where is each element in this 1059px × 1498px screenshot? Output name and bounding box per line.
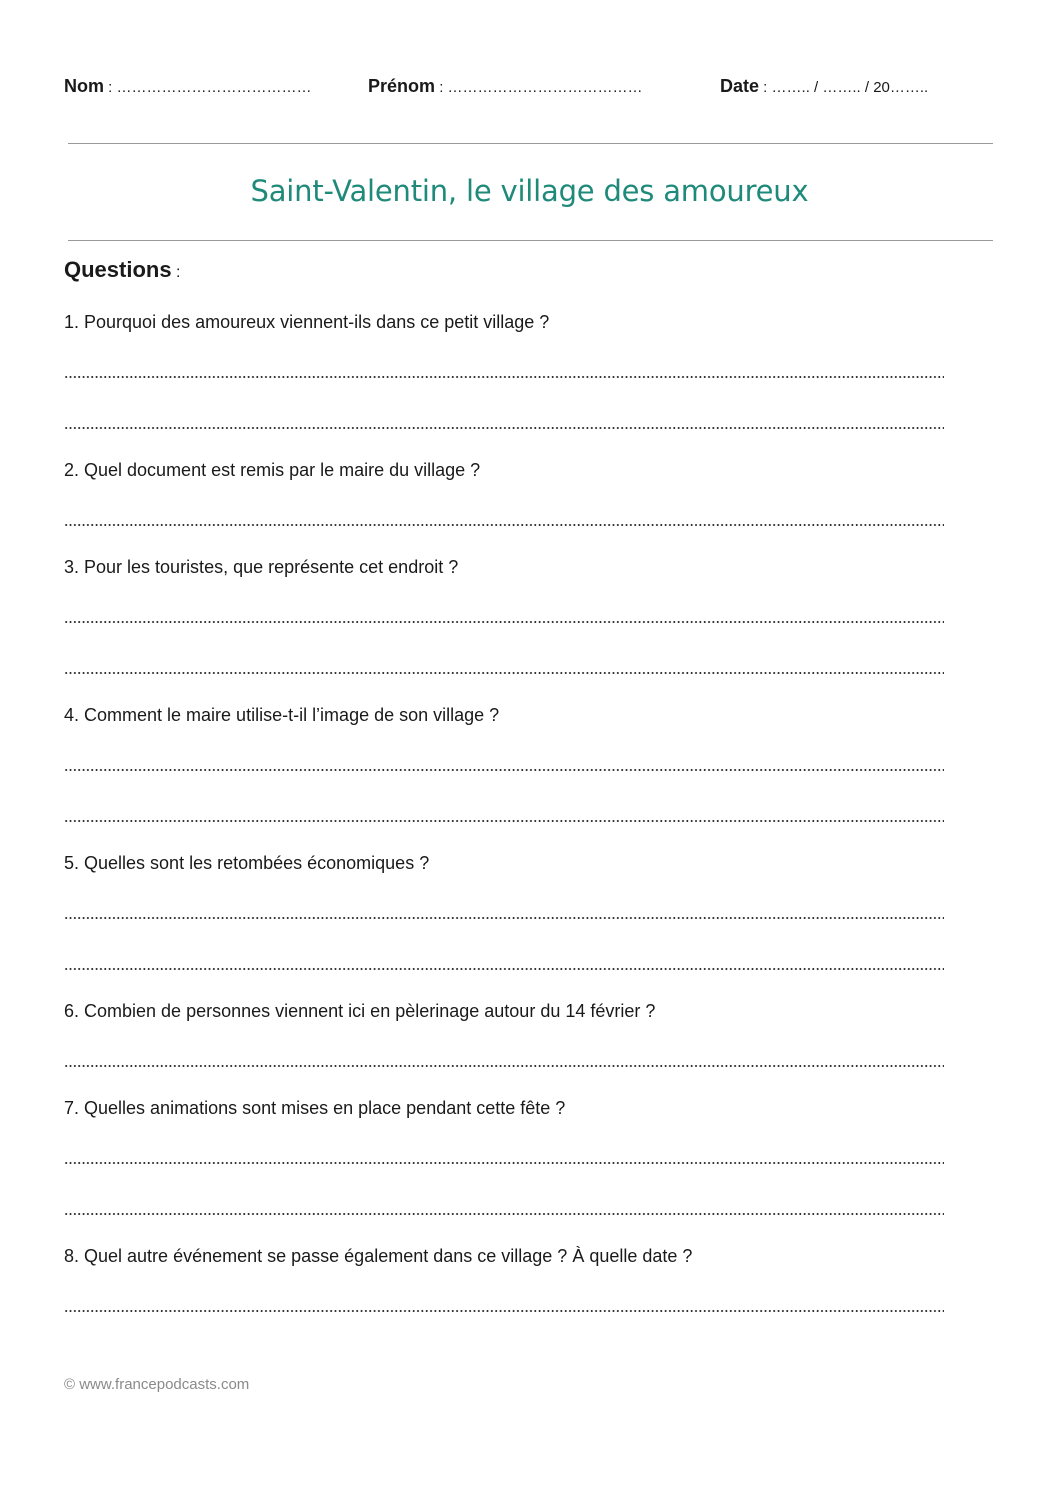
date-label: Date: [720, 76, 760, 96]
prenom-separator: :: [435, 79, 448, 96]
prenom-field: [368, 76, 643, 97]
date-separator: :: [759, 79, 772, 96]
answer-line-q6-1[interactable]: [64, 1065, 944, 1067]
answer-line-q1-2[interactable]: [64, 427, 944, 429]
question-4: 4. Comment le maire utilise-t-il l’image de son village ?: [64, 705, 500, 725]
question-5: 5. Quelles sont les retombées économiques ?: [64, 853, 430, 873]
nom-blank: …………………………………: [116, 79, 312, 96]
answer-line-q2-1[interactable]: [64, 524, 944, 526]
prenom-label: Prénom: [368, 76, 436, 96]
date-field: [720, 76, 928, 97]
answer-line-q7-1[interactable]: [64, 1162, 944, 1164]
answer-line-q4-2[interactable]: [64, 820, 944, 822]
question-1: 1. Pourquoi des amoureux viennent-ils dans ce petit village ?: [64, 312, 550, 332]
prenom-blank: …………………………………: [447, 79, 643, 96]
questions-heading-label: Questions: [64, 257, 172, 282]
question-6: 6. Combien de personnes viennent ici en pèlerinage autour du 14 février ?: [64, 1001, 656, 1021]
answer-line-q5-2[interactable]: [64, 968, 944, 970]
answer-line-q4-1[interactable]: [64, 769, 944, 771]
questions-heading: [64, 257, 180, 283]
date-blank: …….. / …….. / 20……..: [771, 79, 929, 96]
question-2: 2. Quel document est remis par le maire du village ?: [64, 460, 481, 480]
page-title: Saint-Valentin, le village des amoureux: [250, 174, 809, 208]
question-7: 7. Quelles animations sont mises en place pendant cette fête ?: [64, 1098, 566, 1118]
answer-line-q7-2[interactable]: [64, 1213, 944, 1215]
top-divider: [68, 143, 993, 144]
answer-line-q8-1[interactable]: [64, 1310, 944, 1312]
nom-label: Nom: [64, 76, 104, 96]
question-3: 3. Pour les touristes, que représente cet endroit ?: [64, 557, 459, 577]
question-8: 8. Quel autre événement se passe également dans ce village ? À quelle date ?: [64, 1246, 693, 1266]
answer-line-q3-2[interactable]: [64, 672, 944, 674]
answer-line-q1-1[interactable]: [64, 376, 944, 378]
questions-heading-colon: :: [171, 264, 181, 281]
footer-copyright: © www.francepodcasts.com: [64, 1376, 250, 1393]
answer-line-q3-1[interactable]: [64, 621, 944, 623]
nom-field: [64, 76, 312, 97]
title-divider: [68, 240, 993, 241]
nom-separator: :: [104, 79, 117, 96]
answer-line-q5-1[interactable]: [64, 917, 944, 919]
